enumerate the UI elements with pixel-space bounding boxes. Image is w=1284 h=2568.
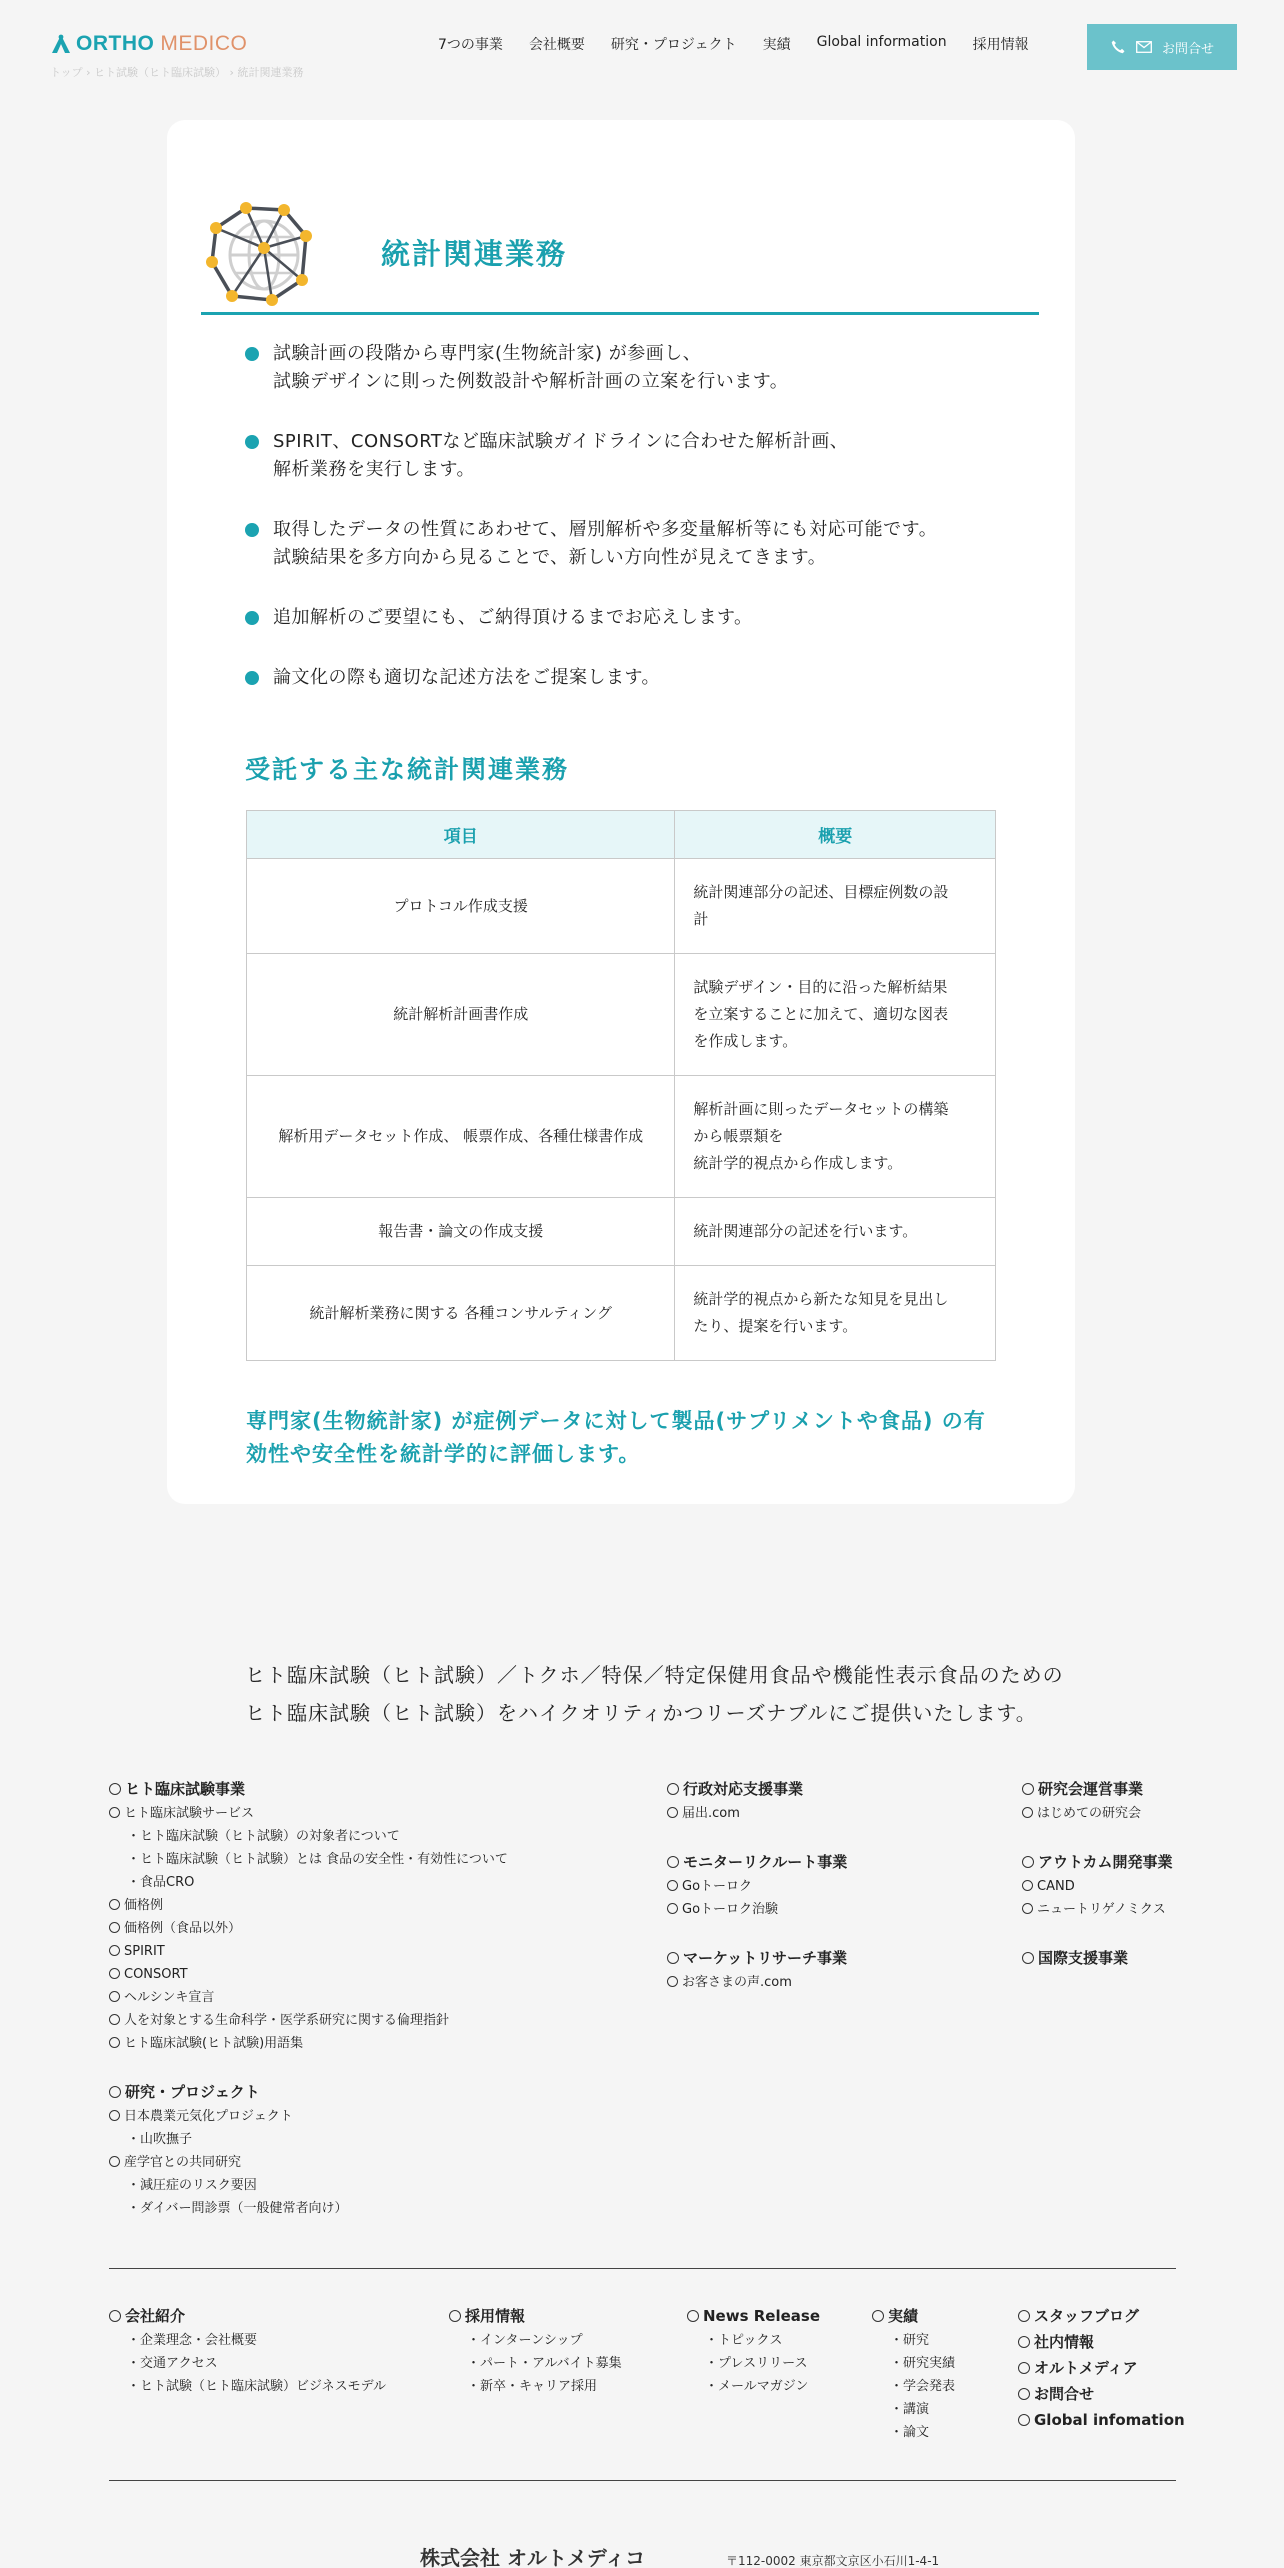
feature-bullet (245, 428, 1045, 484)
sitemap-column-1 (109, 1776, 508, 2244)
summary-line: 統計関連部分の記述、目標症例数の設 (693, 883, 949, 901)
circle-bullet-icon (449, 2310, 461, 2322)
footer-column-company (109, 2303, 386, 2398)
sitemap-link[interactable]: ・ヒト臨床試験（ヒト試験）とは 食品の安全性・有効性について (127, 1852, 508, 1867)
company-name: 株式会社 オルトメディコ (420, 2546, 646, 2568)
footer-link[interactable]: ・インターンシップ (467, 2333, 583, 2348)
footer-link[interactable]: ・研究実績 (890, 2356, 956, 2371)
footer-nav (109, 2303, 1185, 2463)
sitemap-link-label: 産学官との共同研究 (124, 2155, 242, 2170)
circle-bullet-icon (109, 2310, 121, 2322)
sitemap-group (667, 1849, 847, 1921)
sitemap-link-label: お客さまの声.com (682, 1975, 792, 1990)
column-header-summary: 概要 (675, 811, 996, 859)
nav-item-recruit[interactable]: 採用情報 (972, 37, 1029, 53)
nav-item-global[interactable]: Global information (816, 34, 947, 50)
footer-link[interactable]: ・論文 (890, 2425, 930, 2440)
sitemap-link-label: ヒト臨床試験サービス (124, 1806, 255, 1821)
circle-bullet-icon (109, 1807, 120, 1818)
sitemap-link-label: SPIRIT (124, 1944, 165, 1959)
circle-bullet-icon (109, 1783, 121, 1795)
contact-button-label: お問合せ (1161, 41, 1214, 57)
table-cell-summary (675, 1076, 996, 1198)
sitemap-link[interactable] (109, 1917, 508, 1940)
breadcrumb[interactable]: トップ › ヒト試験（ヒト臨床試験） › 統計関連業務 (50, 66, 304, 79)
feature-bullet (245, 340, 1045, 396)
circle-bullet-icon (1022, 1807, 1033, 1818)
table-row (247, 1076, 996, 1198)
services-table (246, 810, 996, 1361)
sitemap-heading-link[interactable] (667, 1849, 847, 1875)
sitemap-heading: 研究会運営事業 (1038, 1780, 1144, 1798)
circle-bullet-icon (687, 2310, 699, 2322)
column-header-item: 項目 (247, 811, 675, 859)
sitemap-link[interactable] (1022, 1875, 1173, 1898)
sitemap-link[interactable] (109, 2009, 508, 2032)
footer-heading-link[interactable] (1018, 2381, 1185, 2407)
section-subtitle: 受託する主な統計関連業務 (245, 755, 570, 784)
footer-link[interactable]: ・交通アクセス (127, 2356, 218, 2371)
footer-heading: 社内情報 (1034, 2333, 1095, 2351)
bullet-text: 追加解析のご要望にも、ご納得頂けるまでお応えします。 (273, 607, 753, 628)
logo-mark-icon (50, 33, 72, 55)
circle-bullet-icon (109, 1922, 120, 1933)
site-logo[interactable] (50, 30, 247, 58)
sitemap-link-label: 人を対象とする生命科学・医学系研究に関する倫理指針 (124, 2013, 450, 2028)
footer-heading-link[interactable] (687, 2303, 820, 2329)
table-row (247, 954, 996, 1076)
footer-heading: お問合せ (1034, 2385, 1095, 2403)
footer-column-news (687, 2303, 820, 2398)
circle-bullet-icon (1022, 1783, 1034, 1795)
circle-bullet-icon (667, 1903, 678, 1914)
footer-heading-link[interactable] (1018, 2329, 1185, 2355)
sitemap-heading-link[interactable] (1022, 1776, 1173, 1802)
sitemap-group (109, 1776, 508, 2055)
footer-divider (109, 2480, 1176, 2481)
footer-column-recruit (449, 2303, 622, 2398)
circle-bullet-icon (872, 2310, 884, 2322)
footer-heading-link[interactable] (449, 2303, 622, 2329)
table-cell-summary (675, 1198, 996, 1266)
logo-text-secondary: MEDICO (160, 32, 248, 55)
circle-bullet-icon (109, 2037, 120, 2048)
sitemap-link[interactable] (109, 1894, 508, 1917)
mail-icon (1136, 41, 1152, 53)
sitemap-link[interactable] (109, 2151, 508, 2174)
closing-line: 専門家(生物統計家) が症例データに対して製品(サプリメントや食品) の有 (246, 1409, 986, 1433)
sitemap-link[interactable]: ・ヒト臨床試験（ヒト試験）の対象者について (127, 1829, 400, 1844)
sitemap-group (1022, 1849, 1173, 1921)
sitemap-link-label: Goトーロク治験 (682, 1902, 779, 1917)
summary-line: 統計学的視点から新たな知見を見出し (693, 1290, 949, 1308)
feature-bullet (245, 516, 1045, 572)
sitemap-link[interactable]: ・山吹撫子 (127, 2132, 193, 2147)
footer-heading-link[interactable] (872, 2303, 955, 2329)
circle-bullet-icon (667, 1880, 678, 1891)
bullet-dot-icon (245, 611, 259, 625)
sitemap-heading: モニターリクルート事業 (683, 1853, 848, 1871)
page-title: 統計関連業務 (381, 237, 568, 271)
bullet-text: 試験結果を多方向から見ることで、新しい方向性が見えてきます。 (273, 547, 827, 568)
bullet-text: 試験計画の段階から専門家(生物統計家) が参画し、 (273, 343, 702, 364)
sitemap-link[interactable]: ・減圧症のリスク要因 (127, 2178, 257, 2193)
table-cell-item: 報告書・論文の作成支援 (247, 1198, 675, 1266)
footer-link[interactable]: ・講演 (890, 2402, 930, 2417)
circle-bullet-icon (667, 1856, 679, 1868)
sitemap-link[interactable] (109, 1986, 508, 2009)
sitemap-heading: 国際支援事業 (1038, 1949, 1129, 1967)
title-divider (201, 312, 1039, 315)
circle-bullet-icon (667, 1976, 678, 1987)
bullet-text: 論文化の際も適切な記述方法をご提案します。 (273, 667, 661, 688)
circle-bullet-icon (667, 1783, 679, 1795)
footer-heading: News Release (703, 2307, 820, 2325)
table-cell-item: 統計解析業務に関する 各種コンサルティング (247, 1266, 675, 1361)
content-card (167, 120, 1075, 1504)
sitemap-link-label: 価格例 (124, 1898, 164, 1913)
circle-bullet-icon (1022, 1880, 1033, 1891)
company-address: 〒112-0002 東京都文京区小石川1-4-1 (726, 2554, 940, 2568)
footer-link[interactable]: ・新卒・キャリア採用 (467, 2379, 598, 2394)
nav-item-businesses[interactable]: 7つの事業 (438, 37, 503, 53)
table-header-row (247, 811, 996, 859)
footer-heading: オルトメディア (1034, 2359, 1138, 2377)
intro-line: ヒト臨床試験（ヒト試験）／トクホ／特保／特定保健用食品や機能性表示食品のための (245, 1663, 1064, 1687)
summary-line: 統計学的視点から作成します。 (693, 1154, 903, 1172)
sitemap-group (667, 1776, 847, 1825)
sitemap-link[interactable] (1022, 1802, 1173, 1825)
bullet-dot-icon (245, 347, 259, 361)
table-cell-summary (675, 1266, 996, 1361)
circle-bullet-icon (667, 1807, 678, 1818)
table-row (247, 859, 996, 954)
sitemap-heading: 研究・プロジェクト (125, 2083, 260, 2101)
table-cell-item: 解析用データセット作成、 帳票作成、各種仕様書作成 (247, 1076, 675, 1198)
footer-column-results (872, 2303, 955, 2444)
sitemap-link[interactable] (667, 1802, 847, 1825)
sitemap-group (109, 2079, 508, 2220)
sitemap-link-label: 価格例（食品以外） (124, 1921, 242, 1936)
footer-heading: 採用情報 (465, 2307, 526, 2325)
circle-bullet-icon (1018, 2310, 1030, 2322)
circle-bullet-icon (1022, 1856, 1034, 1868)
bullet-dot-icon (245, 435, 259, 449)
circle-bullet-icon (109, 2086, 121, 2098)
bullet-text: 試験デザインに則った例数設計や解析計画の立案を行います。 (273, 371, 789, 392)
sitemap-heading-link[interactable] (667, 1776, 847, 1802)
sitemap (109, 1776, 1176, 2276)
sitemap-heading-link[interactable] (1022, 1849, 1173, 1875)
sitemap-link-label: Goトーロク (682, 1879, 753, 1894)
sitemap-link[interactable] (667, 1898, 847, 1921)
nav-item-results[interactable]: 実績 (762, 37, 791, 53)
bullet-text: SPIRIT、CONSORTなど臨床試験ガイドラインに合わせた解析計画、 (273, 431, 849, 452)
sitemap-heading-link[interactable] (667, 1945, 847, 1971)
intro-line: ヒト臨床試験（ヒト試験）をハイクオリティかつリーズナブルにご提供いたします。 (245, 1701, 1037, 1725)
intro-text (245, 1656, 1064, 1732)
sitemap-link-label: CONSORT (124, 1967, 188, 1982)
footer-link[interactable]: ・研究 (890, 2333, 930, 2348)
feature-bullet-list (245, 340, 1045, 724)
nav-item-company[interactable]: 会社概要 (528, 37, 585, 53)
footer-link[interactable]: ・ヒト試験（ヒト臨床試験）ビジネスモデル (127, 2379, 386, 2394)
circle-bullet-icon (109, 1899, 120, 1910)
circle-bullet-icon (109, 2110, 120, 2121)
feature-bullet (245, 604, 1045, 632)
global-nav (438, 34, 1029, 54)
sitemap-link[interactable]: ・ダイバー問診票（一般健常者向け） (127, 2201, 348, 2216)
sitemap-heading: 行政対応支援事業 (683, 1780, 804, 1798)
sitemap-link-label: ヒト臨床試験(ヒト試験)用語集 (124, 2036, 304, 2051)
footer-heading: 実績 (888, 2307, 919, 2325)
footer-link[interactable]: ・学会発表 (890, 2379, 956, 2394)
circle-bullet-icon (1022, 1952, 1034, 1964)
circle-bullet-icon (109, 1968, 120, 1979)
sitemap-heading: アウトカム開発事業 (1038, 1853, 1173, 1871)
circle-bullet-icon (1018, 2336, 1030, 2348)
footer-divider (109, 2268, 1176, 2269)
sitemap-link-label: ニュートリゲノミクス (1037, 1902, 1166, 1917)
bullet-text: 取得したデータの性質にあわせて、層別解析や多変量解析等にも対応可能です。 (273, 519, 938, 540)
table-row (247, 1198, 996, 1266)
feature-bullet (245, 664, 1045, 692)
summary-line: を立案することに加えて、適切な図表 (693, 1005, 949, 1023)
closing-line: 効性や安全性を統計学的に評価します。 (246, 1442, 641, 1466)
footer-heading-link[interactable] (1018, 2355, 1185, 2381)
sitemap-heading-link[interactable] (1022, 1945, 1173, 1971)
circle-bullet-icon (109, 1991, 120, 2002)
table-cell-summary (675, 859, 996, 954)
summary-line: から帳票類を (693, 1127, 784, 1145)
phone-icon (1110, 39, 1126, 55)
summary-line: を作成します。 (693, 1032, 798, 1050)
sitemap-link[interactable] (667, 1875, 847, 1898)
sitemap-link[interactable] (109, 2032, 508, 2055)
footer-link[interactable]: ・プレスリリース (705, 2356, 808, 2371)
summary-line: 試験デザイン・目的に沿った解析結果 (693, 978, 948, 996)
statistics-network-icon (206, 200, 321, 310)
sitemap-link-label: 日本農業元気化プロジェクト (124, 2109, 293, 2124)
bullet-dot-icon (245, 523, 259, 537)
table-cell-item: 統計解析計画書作成 (247, 954, 675, 1076)
footer-link[interactable]: ・パート・アルバイト募集 (467, 2356, 622, 2371)
footer-heading: Global infomation (1034, 2411, 1185, 2429)
sitemap-column-2 (667, 1776, 847, 2018)
sitemap-link[interactable] (109, 2105, 508, 2128)
summary-line: 解析計画に則ったデータセットの構築 (693, 1100, 949, 1118)
footer-column-others (1018, 2303, 1185, 2433)
table-row (247, 1266, 996, 1361)
footer-heading: スタッフブログ (1034, 2307, 1140, 2325)
circle-bullet-icon (1018, 2388, 1030, 2400)
contact-button[interactable] (1087, 24, 1237, 70)
logo-text-primary: ORTHO (76, 32, 155, 55)
footer-heading-link[interactable] (1018, 2407, 1185, 2433)
circle-bullet-icon (1018, 2362, 1030, 2374)
summary-line: 計 (693, 910, 709, 928)
sitemap-heading: マーケットリサーチ事業 (683, 1949, 847, 1967)
circle-bullet-icon (109, 1945, 120, 1956)
circle-bullet-icon (109, 2156, 120, 2167)
bullet-text: 解析業務を実行します。 (273, 459, 476, 480)
sitemap-link[interactable] (109, 1802, 508, 1825)
footer-link[interactable]: ・企業理念・会社概要 (127, 2333, 258, 2348)
table-cell-summary (675, 954, 996, 1076)
sitemap-group (1022, 1776, 1173, 1825)
circle-bullet-icon (667, 1952, 679, 1964)
footer-link[interactable]: ・トピックス (705, 2333, 783, 2348)
bullet-dot-icon (245, 671, 259, 685)
table-cell-item: プロトコル作成支援 (247, 859, 675, 954)
sitemap-heading-link[interactable] (109, 2079, 508, 2105)
sitemap-link-label: はじめての研究会 (1037, 1806, 1142, 1821)
sitemap-link-label: ヘルシンキ宣言 (124, 1990, 215, 2005)
circle-bullet-icon (109, 2014, 120, 2025)
sitemap-heading: ヒト臨床試験事業 (125, 1780, 246, 1798)
sitemap-group (667, 1945, 847, 1994)
circle-bullet-icon (1018, 2414, 1030, 2426)
footer-link[interactable]: ・メールマガジン (705, 2379, 809, 2394)
sitemap-link[interactable] (109, 1963, 508, 1986)
summary-line: 統計関連部分の記述を行います。 (693, 1222, 918, 1240)
sitemap-link[interactable] (667, 1971, 847, 1994)
sitemap-heading-link[interactable] (109, 1776, 508, 1802)
closing-statement (246, 1405, 1006, 1471)
footer-heading: 会社紹介 (125, 2307, 186, 2325)
site-header (0, 0, 1284, 90)
sitemap-link[interactable]: ・食品CRO (127, 1875, 195, 1890)
sitemap-link-label: 届出.com (682, 1806, 740, 1821)
sitemap-group (1022, 1945, 1173, 1971)
sitemap-link[interactable] (109, 1940, 508, 1963)
footer-heading-link[interactable] (1018, 2303, 1185, 2329)
circle-bullet-icon (1022, 1903, 1033, 1914)
sitemap-column-3 (1022, 1776, 1173, 1995)
nav-item-research[interactable]: 研究・プロジェクト (610, 37, 737, 53)
footer-heading-link[interactable] (109, 2303, 386, 2329)
summary-line: たり、提案を行います。 (693, 1317, 858, 1335)
sitemap-link[interactable] (1022, 1898, 1173, 1921)
sitemap-link-label: CAND (1037, 1879, 1075, 1894)
